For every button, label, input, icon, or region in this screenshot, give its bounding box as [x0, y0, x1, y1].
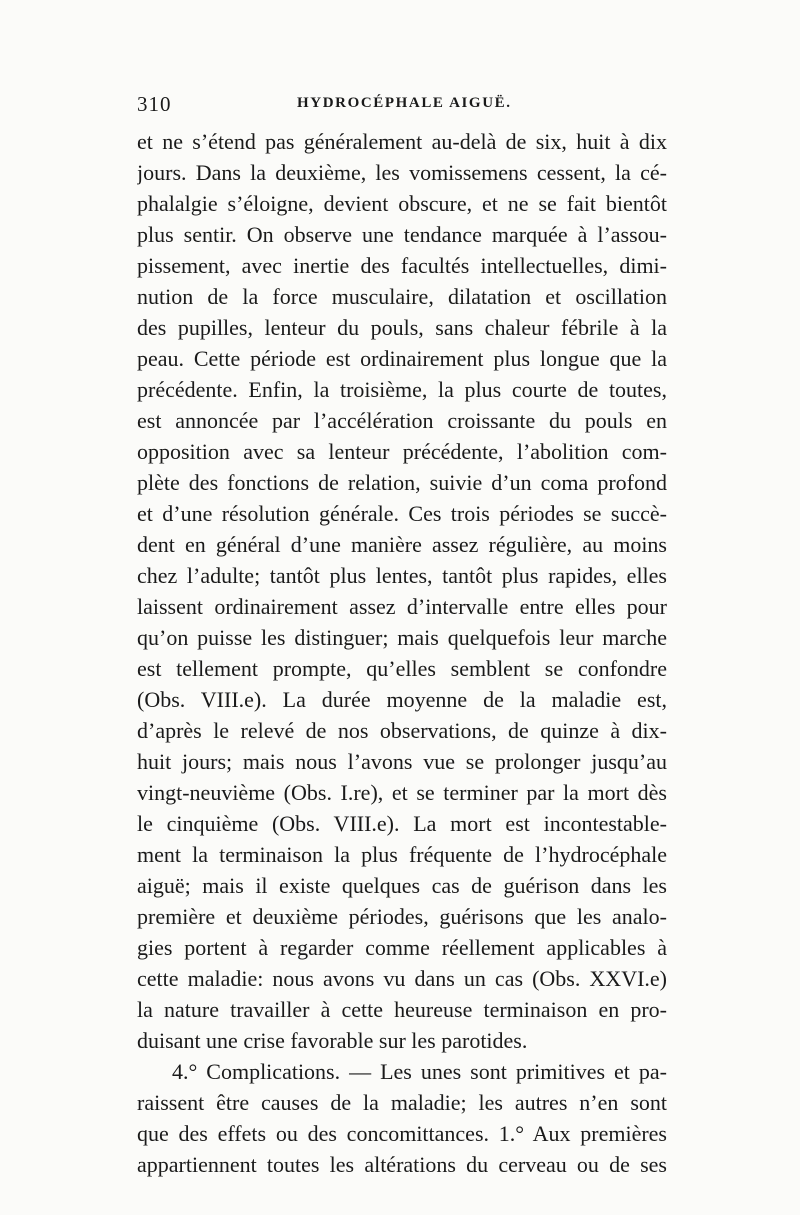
- text-line: plus sentir. On observe une tendance marquée à l’assou-: [137, 222, 667, 247]
- text-line: jours. Dans la deuxième, les vomissemens cessent, la cé-: [137, 160, 667, 185]
- text-line: cette maladie: nous avons vu dans un cas (Obs. XXVI.e): [137, 966, 667, 991]
- text-line: (Obs. VIII.e). La durée moyenne de la maladie est,: [137, 687, 667, 712]
- text-line: phalalgie s’éloigne, devient obscure, et ne se fait bientôt: [137, 191, 667, 216]
- body-text: [137, 126, 667, 1180]
- page-header: [137, 90, 667, 122]
- paragraph-course-of-disease: [137, 126, 667, 1056]
- text-line: huit jours; mais nous l’avons vue se prolonger jusqu’au: [137, 749, 667, 774]
- text-line: des pupilles, lenteur du pouls, sans chaleur fébrile à la: [137, 315, 667, 340]
- text-line: opposition avec sa lenteur précédente, l’abolition com-: [137, 439, 667, 464]
- text-line: appartiennent toutes les altérations du cerveau ou de ses: [137, 1152, 667, 1177]
- text-line: que des effets ou des concomittances. 1.° Aux premières: [137, 1121, 667, 1146]
- text-line: vingt-neuvième (Obs. I.re), et se terminer par la mort dès: [137, 780, 667, 805]
- text-line: ment la terminaison la plus fréquente de l’hydrocéphale: [137, 842, 667, 867]
- text-line: pissement, avec inertie des facultés intellectuelles, dimi-: [137, 253, 667, 278]
- text-line: gies portent à regarder comme réellement applicables à: [137, 935, 667, 960]
- text-line: raissent être causes de la maladie; les autres n’en sont: [137, 1090, 667, 1115]
- text-line: chez l’adulte; tantôt plus lentes, tantôt plus rapides, elles: [137, 563, 667, 588]
- text-line: duisant une crise favorable sur les parotides.: [137, 1028, 528, 1053]
- text-line: d’après le relevé de nos observations, de quinze à dix-: [137, 718, 667, 743]
- running-title: HYDROCÉPHALE AIGUË.: [297, 95, 512, 111]
- text-line: nution de la force musculaire, dilatation et oscillation: [137, 284, 667, 309]
- text-line: aiguë; mais il existe quelques cas de guérison dans les: [137, 873, 667, 898]
- text-line: laissent ordinairement assez d’intervalle entre elles pour: [137, 594, 667, 619]
- text-line: plète des fonctions de relation, suivie d’un coma profond: [137, 470, 667, 495]
- text-line: peau. Cette période est ordinairement plus longue que la: [137, 346, 667, 371]
- text-line: et d’une résolution générale. Ces trois périodes se succè-: [137, 501, 667, 526]
- text-line: la nature travailler à cette heureuse terminaison en pro-: [137, 997, 667, 1022]
- text-line: est annoncée par l’accélération croissante du pouls en: [137, 408, 667, 433]
- text-line: est tellement prompte, qu’elles semblent se confondre: [137, 656, 667, 681]
- text-line: dent en général d’une manière assez régulière, au moins: [137, 532, 667, 557]
- text-line: et ne s’étend pas généralement au-delà de six, huit à dix: [137, 129, 667, 154]
- text-line: 4.° Complications. — Les unes sont primitives et pa-: [172, 1059, 667, 1084]
- text-line: première et deuxième périodes, guérisons que les analo-: [137, 904, 667, 929]
- text-line: le cinquième (Obs. VIII.e). La mort est incontestable-: [137, 811, 667, 836]
- text-line: précédente. Enfin, la troisième, la plus courte de toutes,: [137, 377, 667, 402]
- paragraph-complications: [137, 1056, 667, 1180]
- text-line: qu’on puisse les distinguer; mais quelquefois leur marche: [137, 625, 667, 650]
- page-number: 310: [137, 92, 172, 116]
